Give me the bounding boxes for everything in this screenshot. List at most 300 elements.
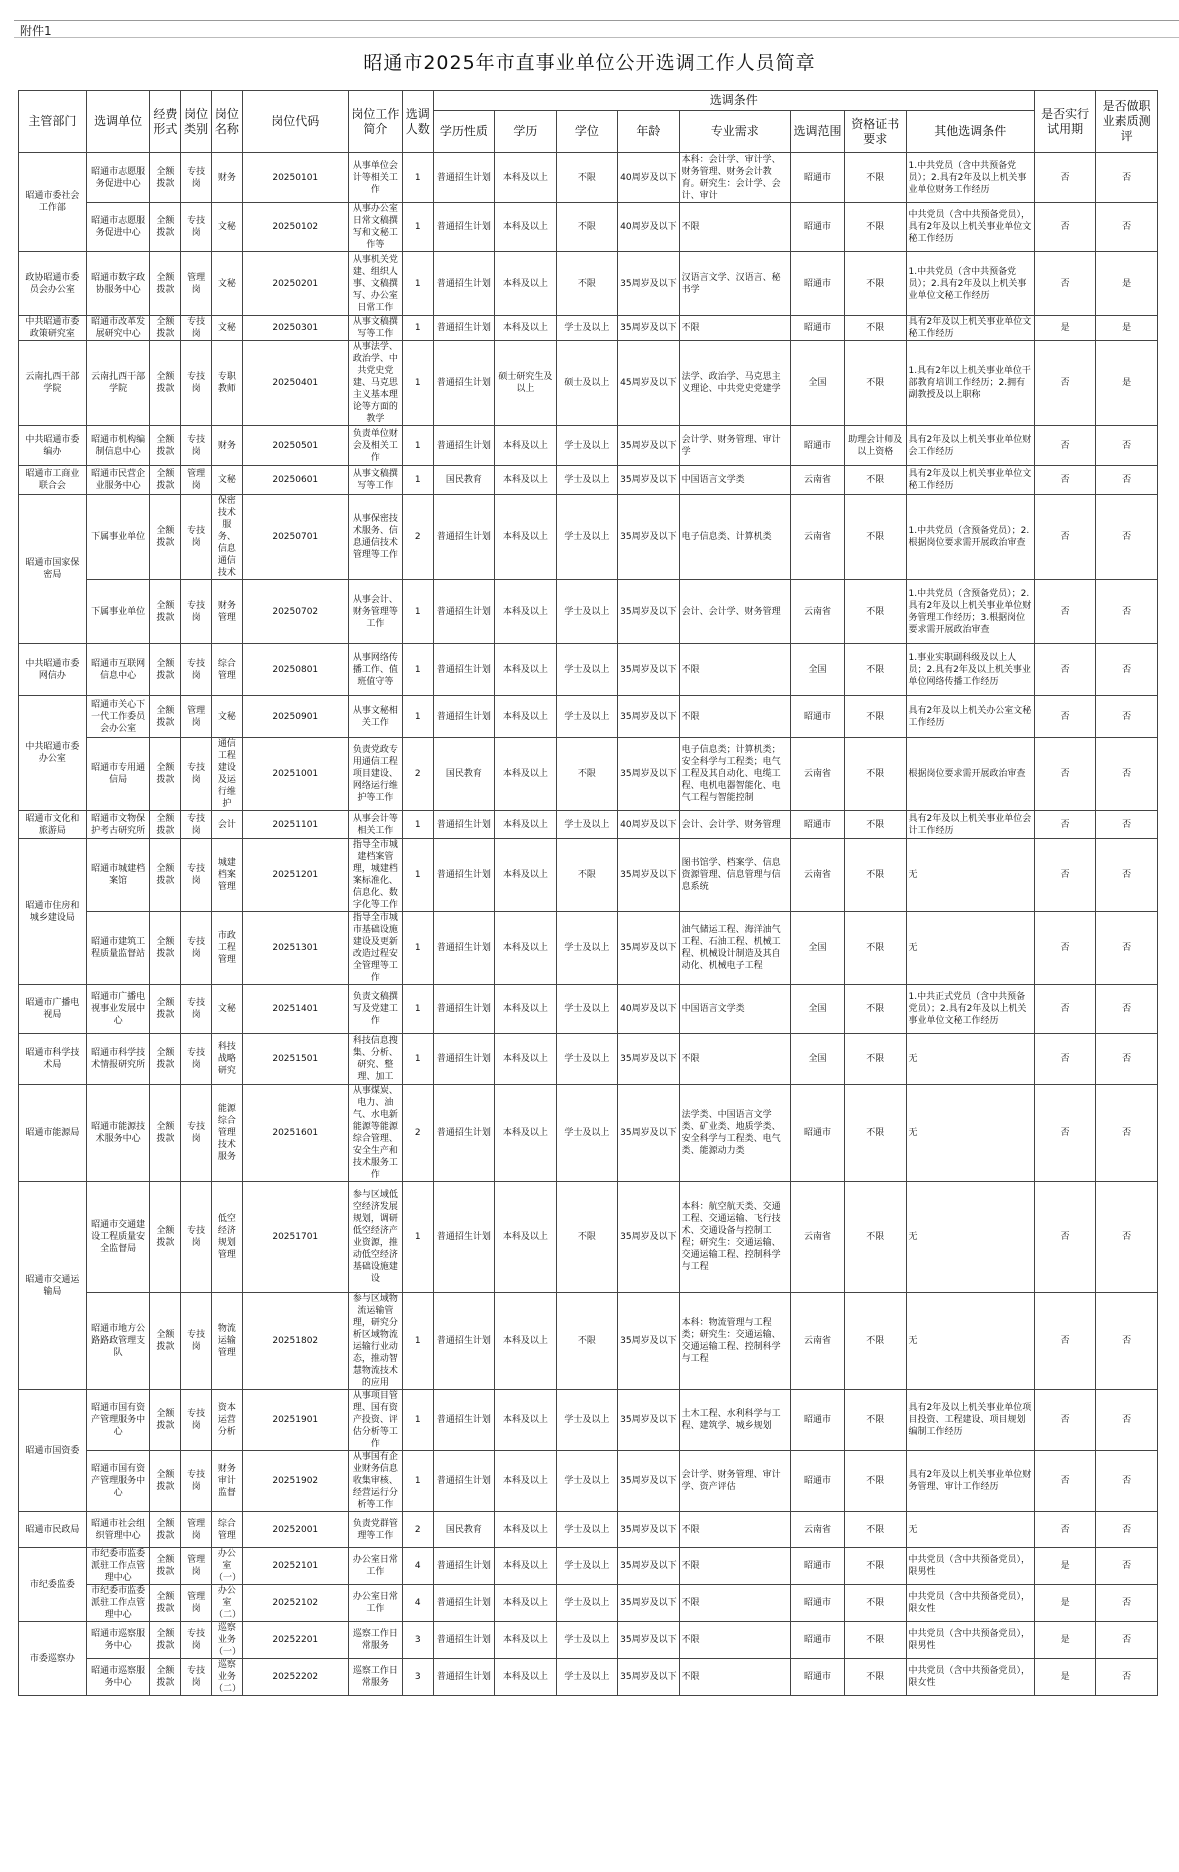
header-count: 选调人数	[402, 91, 433, 153]
major-cell: 会计学、财务管理、审计学、资产评估	[679, 1451, 790, 1512]
position-cell: 通信工程建设及运行维护	[211, 738, 242, 811]
fund-cell: 全额拨款	[150, 203, 181, 252]
test-cell: 否	[1096, 839, 1158, 912]
other-cell: 无	[906, 1085, 1034, 1182]
degree-cell: 学士及以上	[556, 811, 618, 839]
cert-cell: 不限	[845, 1034, 907, 1085]
major-cell: 图书馆学、档案学、信息资源管理、信息管理与信息系统	[679, 839, 790, 912]
degree-cell: 学士及以上	[556, 696, 618, 738]
table-row	[19, 153, 1158, 203]
code-cell: 20250101	[242, 153, 348, 203]
degree-cell: 学士及以上	[556, 1451, 618, 1512]
count-cell: 2	[402, 1085, 433, 1182]
major-cell: 本科：航空航天类、交通工程、交通运输、飞行技术、交通设备与控制工程；研究生：交通运输、交通运输工程、控制科学与工程	[679, 1182, 790, 1293]
category-cell: 专技岗	[181, 1390, 212, 1451]
dept-cell: 昭通市能源局	[19, 1085, 87, 1182]
position-cell: 能源综合管理技术服务	[211, 1085, 242, 1182]
trial-cell: 否	[1034, 580, 1096, 644]
cert-cell: 不限	[845, 985, 907, 1034]
other-cell: 中共党员（含中共预备党员），限女性	[906, 1659, 1034, 1696]
edu-cell: 本科及以上	[495, 1659, 557, 1696]
fund-cell: 全额拨款	[150, 316, 181, 341]
position-cell: 物流运输管理	[211, 1293, 242, 1390]
range-cell: 云南省	[790, 580, 844, 644]
age-cell: 35周岁及以下	[618, 1659, 680, 1696]
other-cell: 无	[906, 1512, 1034, 1548]
trial-cell: 否	[1034, 1390, 1096, 1451]
cert-cell: 不限	[845, 466, 907, 495]
intro-cell: 从事办公室日常文稿撰写和文秘工作等	[348, 203, 402, 252]
position-cell: 巡察业务（二）	[211, 1659, 242, 1696]
code-cell: 20251701	[242, 1182, 348, 1293]
code-cell: 20250701	[242, 495, 348, 580]
age-cell: 35周岁及以下	[618, 1293, 680, 1390]
category-cell: 专技岗	[181, 1182, 212, 1293]
intro-cell: 办公室日常工作	[348, 1585, 402, 1622]
other-cell: 1.中共党员（含预备党员）；2.根据岗位要求需开展政治审查	[906, 495, 1034, 580]
age-cell: 40周岁及以下	[618, 985, 680, 1034]
category-cell: 专技岗	[181, 1085, 212, 1182]
degree-cell: 学士及以上	[556, 1659, 618, 1696]
cert-cell: 不限	[845, 580, 907, 644]
trial-cell: 否	[1034, 839, 1096, 912]
fund-cell: 全额拨款	[150, 1085, 181, 1182]
edu-cell: 本科及以上	[495, 1034, 557, 1085]
dept-cell: 昭通市广播电视局	[19, 985, 87, 1034]
header-intro: 岗位工作简介	[348, 91, 402, 153]
age-cell: 35周岁及以下	[618, 1622, 680, 1659]
code-cell: 20250102	[242, 203, 348, 252]
range-cell: 全国	[790, 644, 844, 696]
age-cell: 40周岁及以下	[618, 153, 680, 203]
age-cell: 35周岁及以下	[618, 426, 680, 466]
degree-cell: 不限	[556, 1293, 618, 1390]
other-cell: 具有2年及以上机关事业单位财会工作经历	[906, 426, 1034, 466]
dept-cell: 昭通市国家保密局	[19, 495, 87, 644]
header-position: 岗位名称	[211, 91, 242, 153]
table-row	[19, 1512, 1158, 1548]
test-cell: 是	[1096, 316, 1158, 341]
test-cell: 否	[1096, 1451, 1158, 1512]
other-cell: 中共党员（含中共预备党员），限男性	[906, 1622, 1034, 1659]
count-cell: 2	[402, 495, 433, 580]
category-cell: 管理岗	[181, 1548, 212, 1585]
other-cell: 1.事业实职副科级及以上人员；2.具有2年及以上机关事业单位网络传播工作经历	[906, 644, 1034, 696]
fund-cell: 全额拨款	[150, 341, 181, 426]
count-cell: 1	[402, 811, 433, 839]
header-degree: 学位	[556, 111, 618, 153]
intro-cell: 巡察工作日常服务	[348, 1659, 402, 1696]
other-cell: 具有2年及以上机关事业单位项目投资、工程建设、项目规划编制工作经历	[906, 1390, 1034, 1451]
fund-cell: 全额拨款	[150, 696, 181, 738]
category-cell: 专技岗	[181, 738, 212, 811]
unit-cell: 昭通市交通建设工程质量安全监督局	[86, 1182, 150, 1293]
cert-cell: 不限	[845, 1182, 907, 1293]
range-cell: 昭通市	[790, 1585, 844, 1622]
code-cell: 20251001	[242, 738, 348, 811]
count-cell: 1	[402, 912, 433, 985]
cert-cell: 不限	[845, 1659, 907, 1696]
edu-type-cell: 普通招生计划	[433, 811, 495, 839]
test-cell: 否	[1096, 1182, 1158, 1293]
major-cell: 本科：物流管理与工程类；研究生：交通运输、交通运输工程、控制科学与工程	[679, 1293, 790, 1390]
test-cell: 否	[1096, 466, 1158, 495]
position-cell: 财务管理	[211, 580, 242, 644]
table-row	[19, 811, 1158, 839]
fund-cell: 全额拨款	[150, 1585, 181, 1622]
header-cert: 资格证书要求	[845, 111, 907, 153]
trial-cell: 否	[1034, 252, 1096, 316]
edu-cell: 本科及以上	[495, 1085, 557, 1182]
age-cell: 40周岁及以下	[618, 811, 680, 839]
header-major: 专业需求	[679, 111, 790, 153]
edu-type-cell: 国民教育	[433, 738, 495, 811]
category-cell: 管理岗	[181, 1512, 212, 1548]
trial-cell: 否	[1034, 203, 1096, 252]
position-cell: 巡察业务（一）	[211, 1622, 242, 1659]
category-cell: 管理岗	[181, 696, 212, 738]
unit-cell: 昭通市专用通信局	[86, 738, 150, 811]
count-cell: 1	[402, 466, 433, 495]
code-cell: 20251501	[242, 1034, 348, 1085]
range-cell: 昭通市	[790, 1548, 844, 1585]
degree-cell: 学士及以上	[556, 1085, 618, 1182]
header-edu-type: 学历性质	[433, 111, 495, 153]
cert-cell: 不限	[845, 252, 907, 316]
cert-cell: 不限	[845, 1085, 907, 1182]
unit-cell: 昭通市改革发展研究中心	[86, 316, 150, 341]
edu-cell: 本科及以上	[495, 985, 557, 1034]
range-cell: 昭通市	[790, 696, 844, 738]
degree-cell: 不限	[556, 839, 618, 912]
other-cell: 1.中共正式党员（含中共预备党员）；2.具有2年及以上机关事业单位文秘工作经历	[906, 985, 1034, 1034]
intro-cell: 负责单位财会及相关工作	[348, 426, 402, 466]
trial-cell: 否	[1034, 644, 1096, 696]
edu-type-cell: 普通招生计划	[433, 1293, 495, 1390]
other-cell: 1.中共党员（含中共预备党员）；2.具有2年及以上机关事业单位文秘工作经历	[906, 252, 1034, 316]
position-cell: 综合管理	[211, 1512, 242, 1548]
range-cell: 昭通市	[790, 1390, 844, 1451]
unit-cell: 市纪委市监委派驻工作点管理中心	[86, 1585, 150, 1622]
trial-cell: 是	[1034, 1548, 1096, 1585]
cert-cell: 不限	[845, 1548, 907, 1585]
category-cell: 专技岗	[181, 1293, 212, 1390]
age-cell: 35周岁及以下	[618, 1182, 680, 1293]
table-row	[19, 341, 1158, 426]
test-cell: 否	[1096, 580, 1158, 644]
code-cell: 20251101	[242, 811, 348, 839]
unit-cell: 昭通市地方公路路政管理支队	[86, 1293, 150, 1390]
test-cell: 否	[1096, 1548, 1158, 1585]
unit-cell: 昭通市国有资产管理服务中心	[86, 1390, 150, 1451]
trial-cell: 否	[1034, 811, 1096, 839]
intro-cell: 科技信息搜集、分析、研究、整理、加工	[348, 1034, 402, 1085]
cert-cell: 不限	[845, 811, 907, 839]
edu-type-cell: 普通招生计划	[433, 252, 495, 316]
position-cell: 低空经济规划管理	[211, 1182, 242, 1293]
dept-cell: 中共昭通市委办公室	[19, 696, 87, 811]
unit-cell: 昭通市民营企业服务中心	[86, 466, 150, 495]
count-cell: 3	[402, 1622, 433, 1659]
table-row	[19, 1390, 1158, 1451]
cert-cell: 不限	[845, 1293, 907, 1390]
edu-cell: 本科及以上	[495, 1390, 557, 1451]
age-cell: 35周岁及以下	[618, 644, 680, 696]
test-cell: 否	[1096, 696, 1158, 738]
code-cell: 20250501	[242, 426, 348, 466]
unit-cell: 昭通市建筑工程质量监督站	[86, 912, 150, 985]
header-code: 岗位代码	[242, 91, 348, 153]
category-cell: 专技岗	[181, 1034, 212, 1085]
count-cell: 1	[402, 1390, 433, 1451]
dept-cell: 昭通市科学技术局	[19, 1034, 87, 1085]
other-cell: 根据岗位要求需开展政治审查	[906, 738, 1034, 811]
page-title: 昭通市2025年市直事业单位公开选调工作人员简章	[363, 52, 816, 74]
header-fund: 经费形式	[150, 91, 181, 153]
count-cell: 3	[402, 1659, 433, 1696]
major-cell: 会计、会计学、财务管理	[679, 811, 790, 839]
count-cell: 1	[402, 1034, 433, 1085]
intro-cell: 从事文稿撰写等工作	[348, 316, 402, 341]
range-cell: 昭通市	[790, 252, 844, 316]
other-cell: 1.具有2年以上机关事业单位干部教育培训工作经历；2.拥有副教授及以上职称	[906, 341, 1034, 426]
edu-type-cell: 普通招生计划	[433, 1390, 495, 1451]
cert-cell: 不限	[845, 1390, 907, 1451]
major-cell: 不限	[679, 1622, 790, 1659]
edu-type-cell: 普通招生计划	[433, 696, 495, 738]
edu-cell: 本科及以上	[495, 466, 557, 495]
other-cell: 中共党员（含中共预备党员），限女性	[906, 1585, 1034, 1622]
category-cell: 管理岗	[181, 466, 212, 495]
trial-cell: 否	[1034, 1085, 1096, 1182]
degree-cell: 不限	[556, 252, 618, 316]
major-cell: 不限	[679, 696, 790, 738]
trial-cell: 否	[1034, 495, 1096, 580]
age-cell: 35周岁及以下	[618, 580, 680, 644]
dept-cell: 中共昭通市委网信办	[19, 644, 87, 696]
edu-type-cell: 普通招生计划	[433, 153, 495, 203]
edu-cell: 本科及以上	[495, 426, 557, 466]
intro-cell: 从事保密技术服务、信息通信技术管理等工作	[348, 495, 402, 580]
edu-cell: 本科及以上	[495, 644, 557, 696]
intro-cell: 从事法学、政治学、中共党史党建、马克思主义基本理论等方面的教学	[348, 341, 402, 426]
cert-cell: 不限	[845, 1622, 907, 1659]
age-cell: 35周岁及以下	[618, 252, 680, 316]
test-cell: 否	[1096, 1293, 1158, 1390]
age-cell: 35周岁及以下	[618, 495, 680, 580]
age-cell: 35周岁及以下	[618, 696, 680, 738]
range-cell: 全国	[790, 341, 844, 426]
edu-type-cell: 国民教育	[433, 1512, 495, 1548]
dept-cell: 昭通市工商业联合会	[19, 466, 87, 495]
other-cell: 具有2年及以上机关办公室文秘工作经历	[906, 696, 1034, 738]
dept-cell: 政协昭通市委员会办公室	[19, 252, 87, 316]
category-cell: 专技岗	[181, 426, 212, 466]
age-cell: 35周岁及以下	[618, 738, 680, 811]
dept-cell: 昭通市文化和旅游局	[19, 811, 87, 839]
test-cell: 否	[1096, 426, 1158, 466]
other-cell: 1.中共党员（含预备党员）；2.具有2年及以上机关事业单位财务管理工作经历；3.根据岗位要求需开展政治审查	[906, 580, 1034, 644]
unit-cell: 昭通市科学技术情报研究所	[86, 1034, 150, 1085]
unit-cell: 昭通市关心下一代工作委员会办公室	[86, 696, 150, 738]
test-cell: 否	[1096, 1585, 1158, 1622]
header-dept: 主管部门	[19, 91, 87, 153]
other-cell: 中共党员（含中共预备党员），限男性	[906, 1548, 1034, 1585]
attachment-label: 附件1	[20, 24, 52, 38]
degree-cell: 不限	[556, 203, 618, 252]
cert-cell: 助理会计师及以上资格	[845, 426, 907, 466]
other-cell: 具有2年及以上机关事业单位会计工作经历	[906, 811, 1034, 839]
edu-cell: 本科及以上	[495, 495, 557, 580]
other-cell: 具有2年及以上机关事业单位财务管理、审计工作经历	[906, 1451, 1034, 1512]
table-row	[19, 738, 1158, 811]
unit-cell: 下属事业单位	[86, 495, 150, 580]
category-cell: 专技岗	[181, 153, 212, 203]
cert-cell: 不限	[845, 153, 907, 203]
trial-cell: 是	[1034, 1585, 1096, 1622]
major-cell: 不限	[679, 203, 790, 252]
degree-cell: 学士及以上	[556, 1548, 618, 1585]
category-cell: 专技岗	[181, 985, 212, 1034]
trial-cell: 否	[1034, 341, 1096, 426]
code-cell: 20250601	[242, 466, 348, 495]
intro-cell: 负责文稿撰写及党建工作	[348, 985, 402, 1034]
range-cell: 昭通市	[790, 811, 844, 839]
degree-cell: 学士及以上	[556, 1585, 618, 1622]
unit-cell: 昭通市志愿服务促进中心	[86, 153, 150, 203]
major-cell: 会计、会计学、财务管理	[679, 580, 790, 644]
position-cell: 保密技术服务、信息通信技术	[211, 495, 242, 580]
count-cell: 1	[402, 696, 433, 738]
count-cell: 1	[402, 426, 433, 466]
intro-cell: 负责党政专用通信工程项目建设、网络运行维护等工作	[348, 738, 402, 811]
age-cell: 40周岁及以下	[618, 203, 680, 252]
table-row	[19, 1622, 1158, 1659]
edu-type-cell: 普通招生计划	[433, 1548, 495, 1585]
count-cell: 1	[402, 580, 433, 644]
table-row	[19, 696, 1158, 738]
intro-cell: 办公室日常工作	[348, 1548, 402, 1585]
code-cell: 20250401	[242, 341, 348, 426]
edu-type-cell: 普通招生计划	[433, 580, 495, 644]
table-row	[19, 316, 1158, 341]
age-cell: 35周岁及以下	[618, 316, 680, 341]
cert-cell: 不限	[845, 1585, 907, 1622]
table-row	[19, 203, 1158, 252]
edu-type-cell: 普通招生计划	[433, 203, 495, 252]
code-cell: 20252201	[242, 1622, 348, 1659]
range-cell: 云南省	[790, 1512, 844, 1548]
count-cell: 1	[402, 153, 433, 203]
table-row	[19, 1548, 1158, 1585]
count-cell: 2	[402, 1512, 433, 1548]
major-cell: 不限	[679, 1585, 790, 1622]
intro-cell: 从事文稿撰写等工作	[348, 466, 402, 495]
trial-cell: 否	[1034, 466, 1096, 495]
code-cell: 20251201	[242, 839, 348, 912]
trial-cell: 否	[1034, 1512, 1096, 1548]
test-cell: 否	[1096, 1659, 1158, 1696]
table-row	[19, 252, 1158, 316]
intro-cell: 参与区域低空经济发展规划，调研低空经济产业资源，推动低空经济基础设施建设	[348, 1182, 402, 1293]
edu-cell: 本科及以上	[495, 811, 557, 839]
test-cell: 否	[1096, 811, 1158, 839]
other-cell: 无	[906, 839, 1034, 912]
degree-cell: 学士及以上	[556, 644, 618, 696]
position-cell: 综合管理	[211, 644, 242, 696]
intro-cell: 从事煤炭、电力、油气、水电新能源等能源综合管理、安全生产和技术服务工作	[348, 1085, 402, 1182]
trial-cell: 否	[1034, 1451, 1096, 1512]
header-unit: 选调单位	[86, 91, 150, 153]
count-cell: 4	[402, 1548, 433, 1585]
unit-cell: 昭通市社会组织管理中心	[86, 1512, 150, 1548]
edu-type-cell: 普通招生计划	[433, 644, 495, 696]
trial-cell: 否	[1034, 1182, 1096, 1293]
fund-cell: 全额拨款	[150, 811, 181, 839]
code-cell: 20250901	[242, 696, 348, 738]
dept-cell: 中共昭通市委政策研究室	[19, 316, 87, 341]
intro-cell: 从事机关党建、组织人事、文稿撰写、办公室日常工作	[348, 252, 402, 316]
count-cell: 2	[402, 738, 433, 811]
edu-cell: 本科及以上	[495, 580, 557, 644]
range-cell: 昭通市	[790, 153, 844, 203]
range-cell: 昭通市	[790, 1085, 844, 1182]
category-cell: 专技岗	[181, 912, 212, 985]
header-category: 岗位类别	[181, 91, 212, 153]
fund-cell: 全额拨款	[150, 1622, 181, 1659]
intro-cell: 负责党群管理等工作	[348, 1512, 402, 1548]
recruitment-table	[18, 90, 1158, 1696]
table-row	[19, 426, 1158, 466]
code-cell: 20250702	[242, 580, 348, 644]
range-cell: 全国	[790, 985, 844, 1034]
degree-cell: 学士及以上	[556, 1034, 618, 1085]
degree-cell: 学士及以上	[556, 580, 618, 644]
degree-cell: 学士及以上	[556, 985, 618, 1034]
fund-cell: 全额拨款	[150, 1034, 181, 1085]
code-cell: 20250201	[242, 252, 348, 316]
trial-cell: 否	[1034, 912, 1096, 985]
fund-cell: 全额拨款	[150, 1548, 181, 1585]
unit-cell: 市纪委市监委派驻工作点管理中心	[86, 1548, 150, 1585]
count-cell: 1	[402, 644, 433, 696]
edu-type-cell: 普通招生计划	[433, 316, 495, 341]
cert-cell: 不限	[845, 203, 907, 252]
cert-cell: 不限	[845, 341, 907, 426]
unit-cell: 下属事业单位	[86, 580, 150, 644]
header-conditions: 选调条件	[433, 91, 1034, 111]
position-cell: 资本运营分析	[211, 1390, 242, 1451]
unit-cell: 昭通市巡察服务中心	[86, 1659, 150, 1696]
edu-type-cell: 普通招生计划	[433, 985, 495, 1034]
other-cell: 1.中共党员（含中共预备党员）；2.具有2年及以上机关事业单位财务工作经历	[906, 153, 1034, 203]
major-cell: 本科：会计学、审计学、财务管理、财务会计教育。研究生：会计学、会计、审计	[679, 153, 790, 203]
edu-type-cell: 普通招生计划	[433, 1451, 495, 1512]
position-cell: 财务审计监督	[211, 1451, 242, 1512]
cert-cell: 不限	[845, 316, 907, 341]
position-cell: 文秘	[211, 252, 242, 316]
unit-cell: 昭通市能源技术服务中心	[86, 1085, 150, 1182]
code-cell: 20252101	[242, 1548, 348, 1585]
count-cell: 1	[402, 341, 433, 426]
unit-cell: 云南扎西干部学院	[86, 341, 150, 426]
test-cell: 否	[1096, 495, 1158, 580]
code-cell: 20251401	[242, 985, 348, 1034]
table-row	[19, 1585, 1158, 1622]
test-cell: 否	[1096, 1512, 1158, 1548]
major-cell: 油气储运工程、海洋油气工程、石油工程、机械工程、机械设计制造及其自动化、机械电子工程	[679, 912, 790, 985]
header-edu: 学历	[495, 111, 557, 153]
